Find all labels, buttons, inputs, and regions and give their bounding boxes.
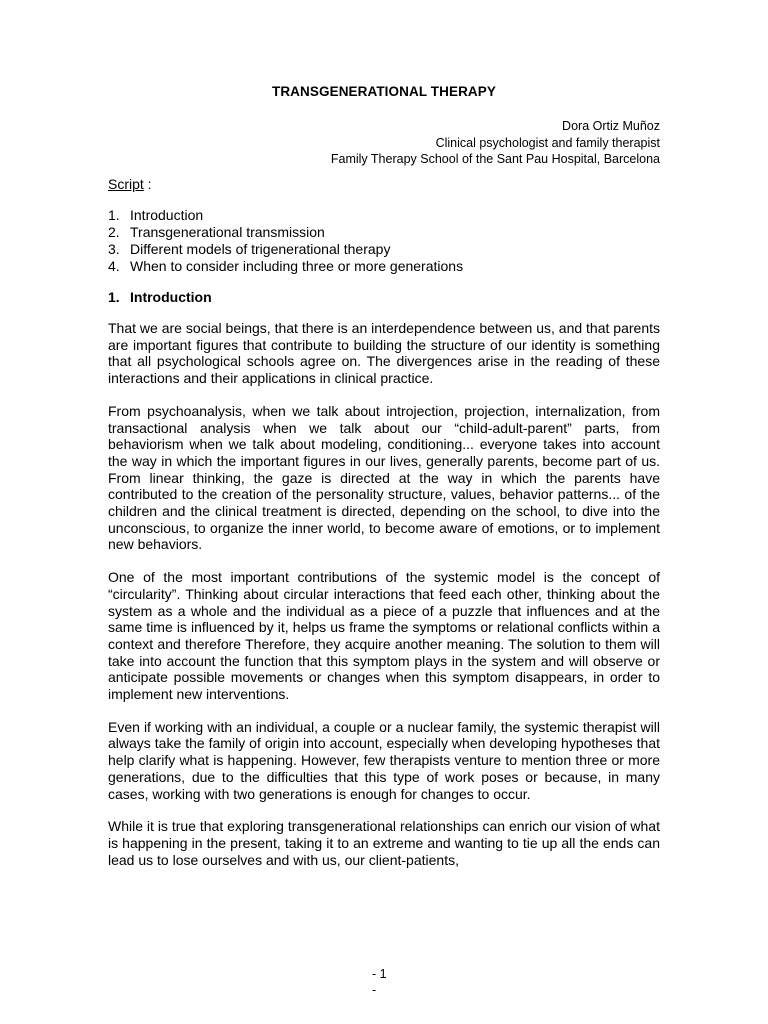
author-affiliation: Family Therapy School of the Sant Pau Hospital, Barcelona xyxy=(330,152,660,166)
section-title: Introduction xyxy=(130,289,212,305)
toc-item-number: 1. xyxy=(108,207,120,223)
paragraph: Even if working with an individual, a couple or a nuclear family, the systemic therapist will always take the family of origin into account, especially when developing hypotheses that help clarify what is happening. However, few therapists venture to mention three or more generations, due to the difficulties that this type of work poses or because, in many cases, working with two generations is enough for changes to occur. xyxy=(108,718,660,802)
page-number-line: - 1 xyxy=(372,967,387,981)
script-label-text: Script xyxy=(108,176,144,192)
toc-item xyxy=(108,224,463,241)
toc-item-number: 3. xyxy=(108,241,120,257)
script-label-colon: : xyxy=(143,176,152,192)
section-number: 1. xyxy=(108,289,120,305)
author-block xyxy=(331,118,660,168)
paragraph: While it is true that exploring transgenerational relationships can enrich our vision of what is happening in the present, taking it to an extreme and wanting to tie up all the ends can lead us to lose ourselves and with us, our client-patients, xyxy=(108,818,660,868)
paragraph: From psychoanalysis, when we talk about introjection, projection, internalization, from transactional analysis when we talk about our “child-adult-parent” parts, from behaviorism when we talk about modeling, conditioning... everyone takes into account the way in which the important figures in our lives, generally parents, become part of us. From linear thinking, the gaze is directed at the way in which the parents have contributed to the creation of the personality structure, values, behavior patterns... of the children and the clinical treatment is directed, depending on the school, to dive into the unconscious, to organize the inner world, to become aware of emotions, or to implement new behaviors. xyxy=(108,402,660,553)
paragraph: One of the most important contributions of the systemic model is the concept of “circularity”. Thinking about circular interactions that feed each other, thinking about the system as a whole and the individual as a piece of a puzzle that influences and at the same time is influenced by it, helps us frame the symptoms or relational conflicts within a context and therefore Therefore, they acquire another meaning. The solution to them will take into account the function that this symptom plays in the system and will observe or anticipate possible movements or changes when this symptom disappears, in order to implement new interventions. xyxy=(108,569,660,703)
toc-item xyxy=(108,207,463,224)
page-number xyxy=(372,966,387,998)
toc-item-number: 2. xyxy=(108,224,120,240)
toc-item-label: Introduction xyxy=(130,207,204,223)
toc-item xyxy=(108,258,463,275)
toc-item xyxy=(108,241,463,258)
document-title: TRANSGENERATIONAL THERAPY xyxy=(271,84,496,99)
body-text xyxy=(108,320,660,884)
toc-item-label: Transgenerational transmission xyxy=(130,224,325,240)
author-name: Dora Ortiz Muñoz xyxy=(562,119,660,133)
script-label xyxy=(108,176,152,192)
section-heading xyxy=(108,289,212,305)
table-of-contents xyxy=(108,207,463,275)
toc-item-number: 4. xyxy=(108,258,120,274)
paragraph: That we are social beings, that there is an interdependence between us, and that parents are important figures that contribute to building the structure of our identity is something that all psychological schools agree on. The divergences arise in the reading of these interactions and their applications in clinical practice. xyxy=(108,320,660,387)
page-number-line: - xyxy=(372,983,377,997)
author-role: Clinical psychologist and family therapist xyxy=(435,135,660,150)
toc-item-label: When to consider including three or more generations xyxy=(130,258,464,274)
toc-item-label: Different models of trigenerational therapy xyxy=(130,241,391,257)
